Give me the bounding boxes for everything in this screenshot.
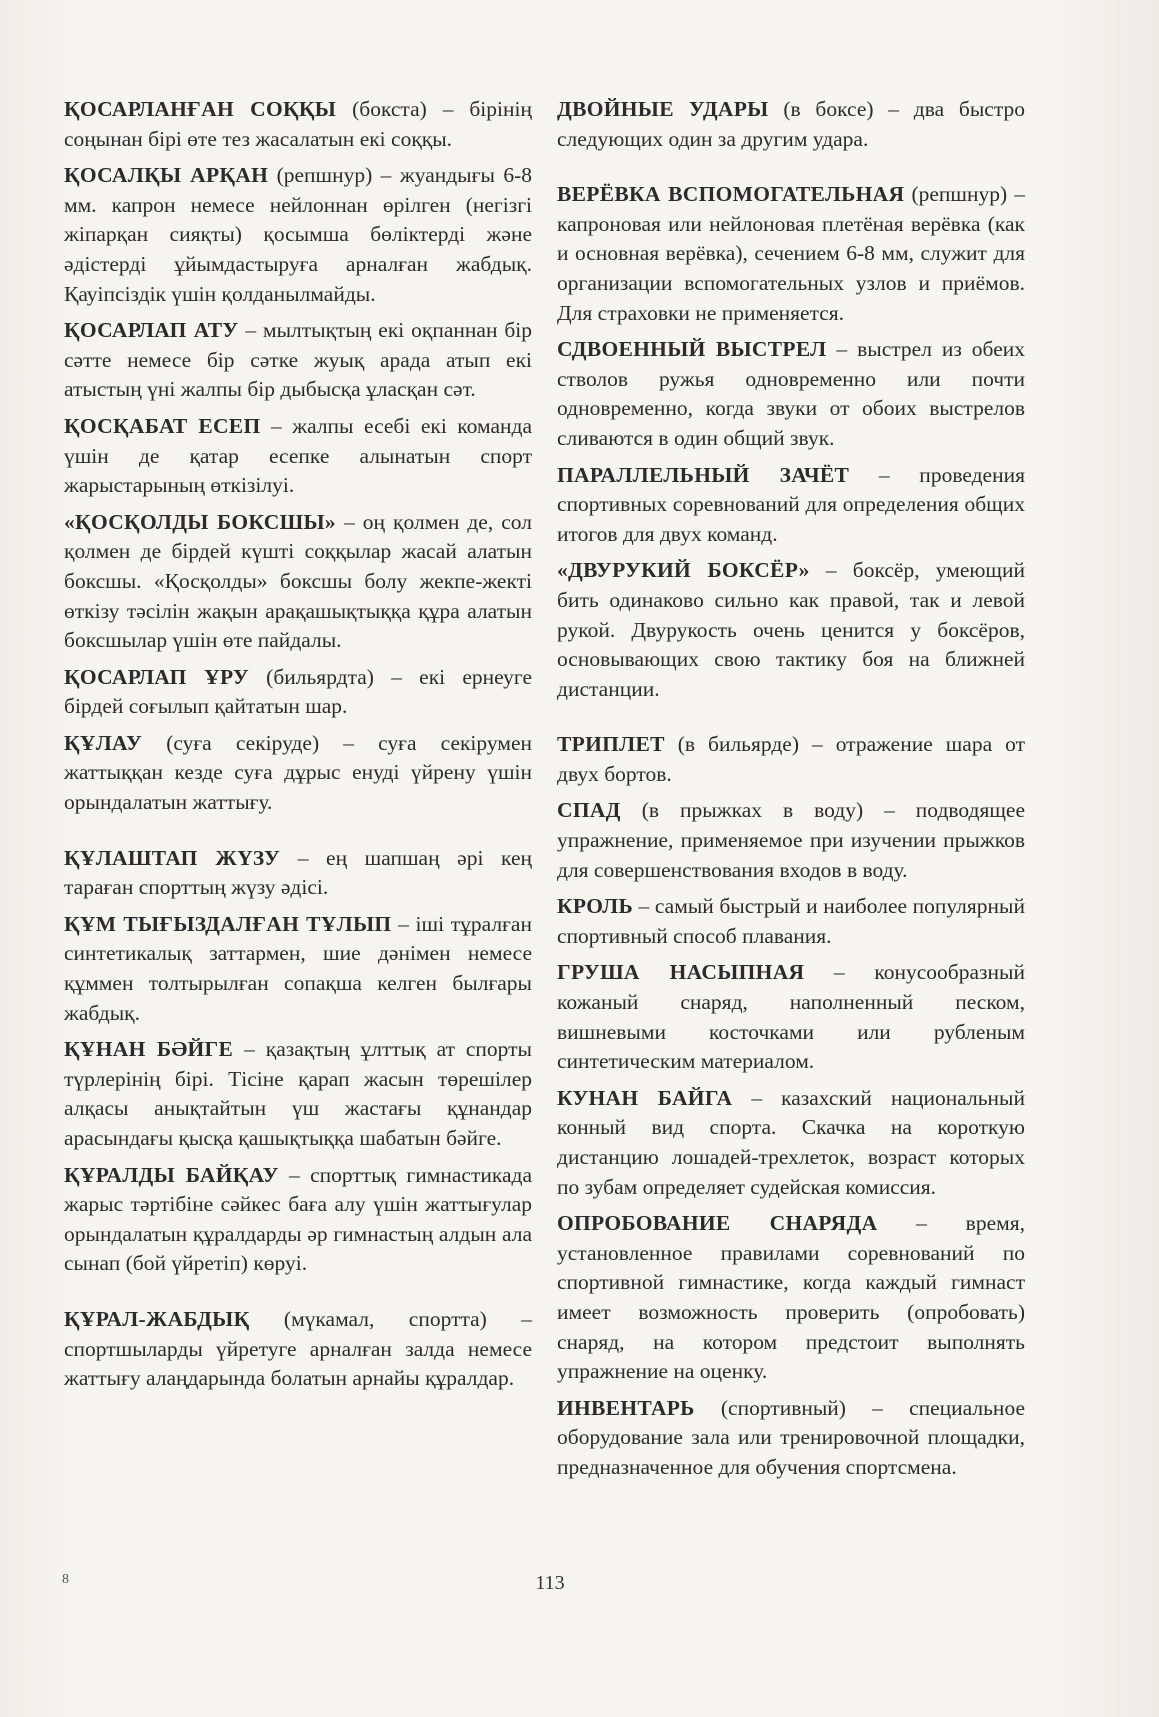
- entry-term: «ДВУРУКИЙ БОКСЁР»: [557, 558, 810, 583]
- entry-definition: (в бильярде) – отражение шара от двух бортов.: [557, 732, 1025, 786]
- entry-definition: (бильярдта) – екі ернеуге бірдей соғылып қайтатын шар.: [64, 664, 532, 719]
- dictionary-entry: [557, 796, 1025, 885]
- entry-term: ҚҰНАН БӘЙГЕ: [64, 1037, 234, 1062]
- dictionary-entry: [64, 663, 532, 722]
- dictionary-entry: [64, 508, 532, 656]
- entry-term: КРОЛЬ: [557, 894, 633, 919]
- dictionary-entry: [64, 844, 532, 903]
- entry-definition: – қазақтың ұлттық ат спорты түрлерінің бірі. Тісіне қарап жасын төрешілер алқасы анықтайтын үш жастағы құнандар арасындағы қысқа қашықтыққа шабатын бәйге.: [64, 1037, 532, 1150]
- entry-definition: (суға секіруде) – суға секірумен жаттыққан кезде суға дұрыс енуді үйрену үшін орындалатын жаттығу.: [64, 730, 532, 815]
- dictionary-entry: [557, 730, 1025, 789]
- entry-definition: – жалпы есебі екі команда үшін де қатар есепке алынатын спорт жарыстарының өткізілуі.: [64, 413, 532, 498]
- dictionary-entry: [557, 958, 1025, 1076]
- dictionary-entry: [64, 910, 532, 1028]
- entry-term: ПАРАЛЛЕЛЬНЫЙ ЗАЧЁТ: [557, 462, 850, 487]
- entry-term: ҚҰМ ТЫҒЫЗДАЛҒАН ТҰЛЫП: [64, 911, 392, 936]
- dictionary-entry: [64, 729, 532, 818]
- entry-definition: – самый быстрый и наиболее популярный спортивный способ плавания.: [557, 894, 1025, 948]
- dictionary-entry: [64, 1161, 532, 1279]
- entry-definition: (репшнур) – капроновая или нейлоновая плетёная верёвка (как и основная верёвка), сечением 6-8 мм, служит для организации вспомогательных узлов и приёмов. Для страховки не применяется.: [557, 182, 1025, 325]
- dictionary-entry: [64, 161, 532, 309]
- entry-definition: – время, установленное правилами соревнований по спортивной гимнастике, когда каждый гимнаст имеет возможность проверить (опробовать) снаряд, на котором предстоит выполнять упражнение на оценку.: [557, 1211, 1025, 1384]
- entry-definition: (репшнур) – жуандығы 6-8 мм. капрон немесе нейлоннан өрілген (негізгі жіпарқан сияқты) қосымша бөліктерді және әдістерді ұйымдастыруға арналған жабдық. Қауіпсіздік үшін қолданылмайды.: [64, 163, 532, 306]
- entry-definition: – оң қолмен де, сол қолмен де бірдей күшті соққылар жасай алатын боксшы. «Қосқолды» боксшы болу жекпе-жекті өткізу тәсілін жақын арақашықтыққа құра алатын боксшылар үшін өте пайдалы.: [64, 509, 532, 653]
- entry-definition: (мүкамал, спортта) – спортшыларды үйретуге арналған залда немесе жаттығу алаңдарында болатын арнайы құралдар.: [64, 1306, 532, 1391]
- dictionary-entry: [64, 1305, 532, 1394]
- entry-term: ДВОЙНЫЕ УДАРЫ: [557, 97, 769, 121]
- dictionary-entry: [557, 335, 1025, 453]
- dictionary-entry: [557, 892, 1025, 951]
- page-number: 113: [535, 1572, 565, 1594]
- entry-definition: – боксёр, умеющий бить одинаково сильно как правой, так и левой рукой. Двурукость очень ценится у боксёров, основывающих свою тактику боя на ближней дистанции.: [557, 558, 1025, 701]
- entry-term: ҚҰЛАУ: [64, 730, 143, 755]
- entry-term: ҚОСАРЛАП ҰРУ: [64, 664, 249, 689]
- entry-definition: – мылтықтың екі оқпаннан бір сәтте немесе бір сәтке жуық арада атып екі атыстың үні жалпы бір дыбысқа ұласқан сәт.: [64, 318, 532, 402]
- entry-definition: – спорттық гимнастикада жарыс тәртібіне сәйкес баға алу үшін жаттығулар орындалатын құралдарды әр гимнастың алдын ала сынап (бой үйретіп) көруі.: [64, 1162, 532, 1276]
- entry-definition: – проведения спортивных соревнований для определения общих итогов для двух команд.: [557, 462, 1025, 546]
- left-column-kazakh: [64, 95, 532, 1401]
- dictionary-entry: [64, 1035, 532, 1153]
- entry-definition: – конусообразный кожаный снаряд, наполненный песком, вишневыми косточками или рубленым синтетическим материалом.: [557, 960, 1025, 1074]
- entry-term: ВЕРЁВКА ВСПОМОГАТЕЛЬНАЯ: [557, 182, 905, 207]
- dictionary-entry: [557, 1209, 1025, 1387]
- entry-term: СПАД: [557, 798, 621, 823]
- entry-term: ҚҰРАЛДЫ БАЙҚАУ: [64, 1162, 279, 1187]
- dictionary-entry: [557, 1084, 1025, 1202]
- entry-term: КУНАН БАЙГА: [557, 1085, 733, 1110]
- entry-definition: (в прыжках в воду) – подводящее упражнение, применяемое при изучении прыжков для совершенствования входов в воду.: [557, 798, 1025, 882]
- entry-definition: – ең шапшаң әрі кең тараған спорттың жүзу әдісі.: [64, 845, 532, 900]
- entry-term: ҚОСАРЛАП АТУ: [64, 318, 239, 343]
- entry-term: ГРУША НАСЫПНАЯ: [557, 960, 805, 985]
- entry-term: ҚҰРАЛ-ЖАБДЫҚ: [64, 1306, 250, 1331]
- entry-term: ТРИПЛЕТ: [557, 732, 665, 757]
- entry-definition: (в боксе) – два быстро следующих один за другим удара.: [557, 97, 1025, 151]
- entry-term: ИНВЕНТАРЬ: [557, 1395, 695, 1420]
- dictionary-entry: [557, 180, 1025, 328]
- footer-mark: 8: [62, 1572, 69, 1587]
- dictionary-entry: [64, 316, 532, 405]
- dictionary-entry: [64, 95, 532, 154]
- right-column-russian: [557, 95, 1025, 1490]
- entry-definition: (спортивный) – специальное оборудование зала или тренировочной площадки, предназначенное для обучения спортсмена.: [557, 1395, 1025, 1479]
- dictionary-entry: [557, 461, 1025, 550]
- dictionary-entry: [557, 556, 1025, 704]
- entry-definition: – выстрел из обеих стволов ружья одновременно или почти одновременно, когда звуки от обоих выстрелов сливаются в один общий звук.: [557, 337, 1025, 450]
- entry-term: СДВОЕННЫЙ ВЫСТРЕЛ: [557, 337, 827, 362]
- entry-definition: – казахский национальный конный вид спорта. Скачка на короткую дистанцию лошадей-трехлеток, возраст которых по зубам определяет судейская комиссия.: [557, 1085, 1025, 1199]
- entry-term: ҚОСАЛҚЫ АРҚАН: [64, 163, 269, 188]
- entry-term: ҚҰЛАШТАП ЖҮЗУ: [64, 845, 281, 870]
- entry-term: ҚОСҚАБАТ ЕСЕП: [64, 413, 261, 438]
- entry-term: «ҚОСҚОЛДЫ БОКСШЫ»: [64, 509, 336, 534]
- entry-definition: – іші тұралған синтетикалық заттармен, шие дәнімен немесе құммен толтырылған сопақша келген былғары жабдық.: [64, 911, 532, 1025]
- entry-term: ОПРОБОВАНИЕ СНАРЯДА: [557, 1211, 878, 1236]
- entry-term: ҚОСАРЛАНҒАН СОҚҚЫ: [64, 97, 337, 121]
- dictionary-entry: [557, 1394, 1025, 1483]
- entry-definition: (бокста) – бірінің соңынан бірі өте тез жасалатын екі соққы.: [64, 97, 532, 151]
- dictionary-entry: [64, 412, 532, 501]
- dictionary-entry: [557, 95, 1025, 154]
